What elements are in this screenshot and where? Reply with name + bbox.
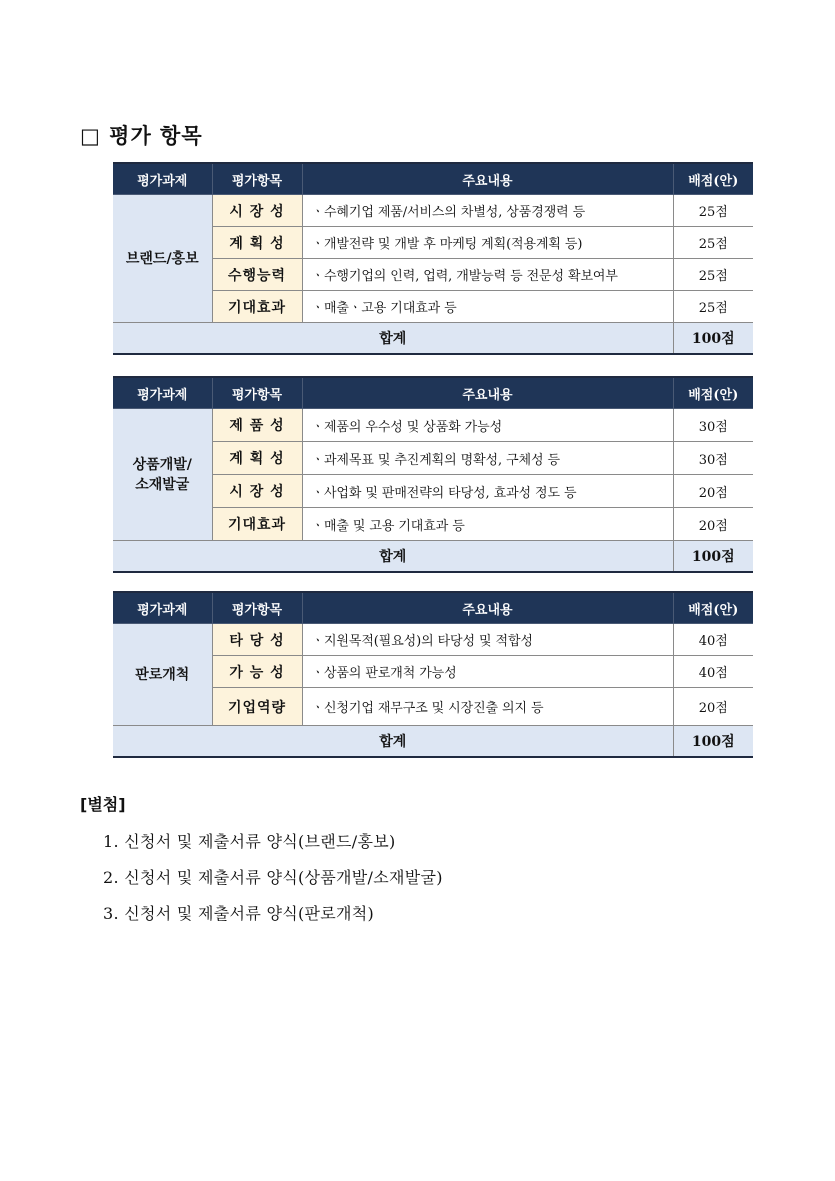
item-cell: 타 당 성 [212,624,302,656]
item-cell: 수행능력 [212,259,302,291]
header-content: 주요내용 [302,163,673,195]
content-cell: ㆍ수혜기업 제품/서비스의 차별성, 상품경쟁력 등 [302,195,673,227]
content-cell: ㆍ상품의 판로개척 가능성 [302,656,673,688]
attachments-title: [별첨] [80,795,126,814]
evaluation-table-market [113,591,753,758]
table-header-row [113,163,753,195]
task-cell: 브랜드/홍보 [113,195,212,323]
header-content: 주요내용 [302,377,673,409]
score-cell: 30점 [673,442,753,475]
attachment-item: 3. 신청서 및 제출서류 양식(판로개척) [103,904,375,923]
header-score: 배점(안) [673,592,753,624]
score-cell: 20점 [673,508,753,541]
score-cell: 40점 [673,656,753,688]
table-row [113,624,753,656]
header-content: 주요내용 [302,592,673,624]
score-cell: 25점 [673,227,753,259]
header-task: 평가과제 [113,592,212,624]
score-cell: 20점 [673,688,753,726]
item-cell: 기대효과 [212,291,302,323]
content-cell: ㆍ지원목적(필요성)의 타당성 및 적합성 [302,624,673,656]
header-item: 평가항목 [212,163,302,195]
item-cell: 시 장 성 [212,475,302,508]
header-task: 평가과제 [113,377,212,409]
content-cell: ㆍ수행기업의 인력, 업력, 개발능력 등 전문성 확보여부 [302,259,673,291]
table-header-row [113,592,753,624]
table-row [113,409,753,442]
content-cell: ㆍ과제목표 및 추진계획의 명확성, 구체성 등 [302,442,673,475]
header-item: 평가항목 [212,377,302,409]
total-label: 합계 [113,541,673,573]
header-score: 배점(안) [673,377,753,409]
evaluation-table-product [113,376,753,573]
score-cell: 30점 [673,409,753,442]
total-row [113,323,753,355]
total-label: 합계 [113,726,673,758]
score-cell: 25점 [673,259,753,291]
content-cell: ㆍ신청기업 재무구조 및 시장진출 의지 등 [302,688,673,726]
item-cell: 제 품 성 [212,409,302,442]
content-cell: ㆍ매출 및 고용 기대효과 등 [302,508,673,541]
attachment-item: 2. 신청서 및 제출서류 양식(상품개발/소재발굴) [103,868,443,887]
attachment-item: 1. 신청서 및 제출서류 양식(브랜드/홍보) [103,832,396,851]
evaluation-table-brand [113,162,753,355]
item-cell: 기대효과 [212,508,302,541]
table-header-row [113,377,753,409]
item-cell: 계 획 성 [212,227,302,259]
header-score: 배점(안) [673,163,753,195]
attachments-list [103,824,443,932]
total-row [113,541,753,573]
score-cell: 40점 [673,624,753,656]
score-cell: 20점 [673,475,753,508]
header-task: 평가과제 [113,163,212,195]
total-score: 100점 [673,541,753,573]
table-row [113,195,753,227]
total-row [113,726,753,758]
task-cell: 판로개척 [113,624,212,726]
score-cell: 25점 [673,195,753,227]
total-score: 100점 [673,323,753,355]
total-label: 합계 [113,323,673,355]
content-cell: ㆍ사업화 및 판매전략의 타당성, 효과성 정도 등 [302,475,673,508]
task-cell: 상품개발/ 소재발굴 [113,409,212,541]
score-cell: 25점 [673,291,753,323]
page-title: □ 평가 항목 [80,124,203,148]
item-cell: 가 능 성 [212,656,302,688]
content-cell: ㆍ제품의 우수성 및 상품화 가능성 [302,409,673,442]
content-cell: ㆍ개발전략 및 개발 후 마케팅 계획(적용계획 등) [302,227,673,259]
header-item: 평가항목 [212,592,302,624]
content-cell: ㆍ매출ㆍ고용 기대효과 등 [302,291,673,323]
total-score: 100점 [673,726,753,758]
item-cell: 시 장 성 [212,195,302,227]
item-cell: 계 획 성 [212,442,302,475]
item-cell: 기업역량 [212,688,302,726]
